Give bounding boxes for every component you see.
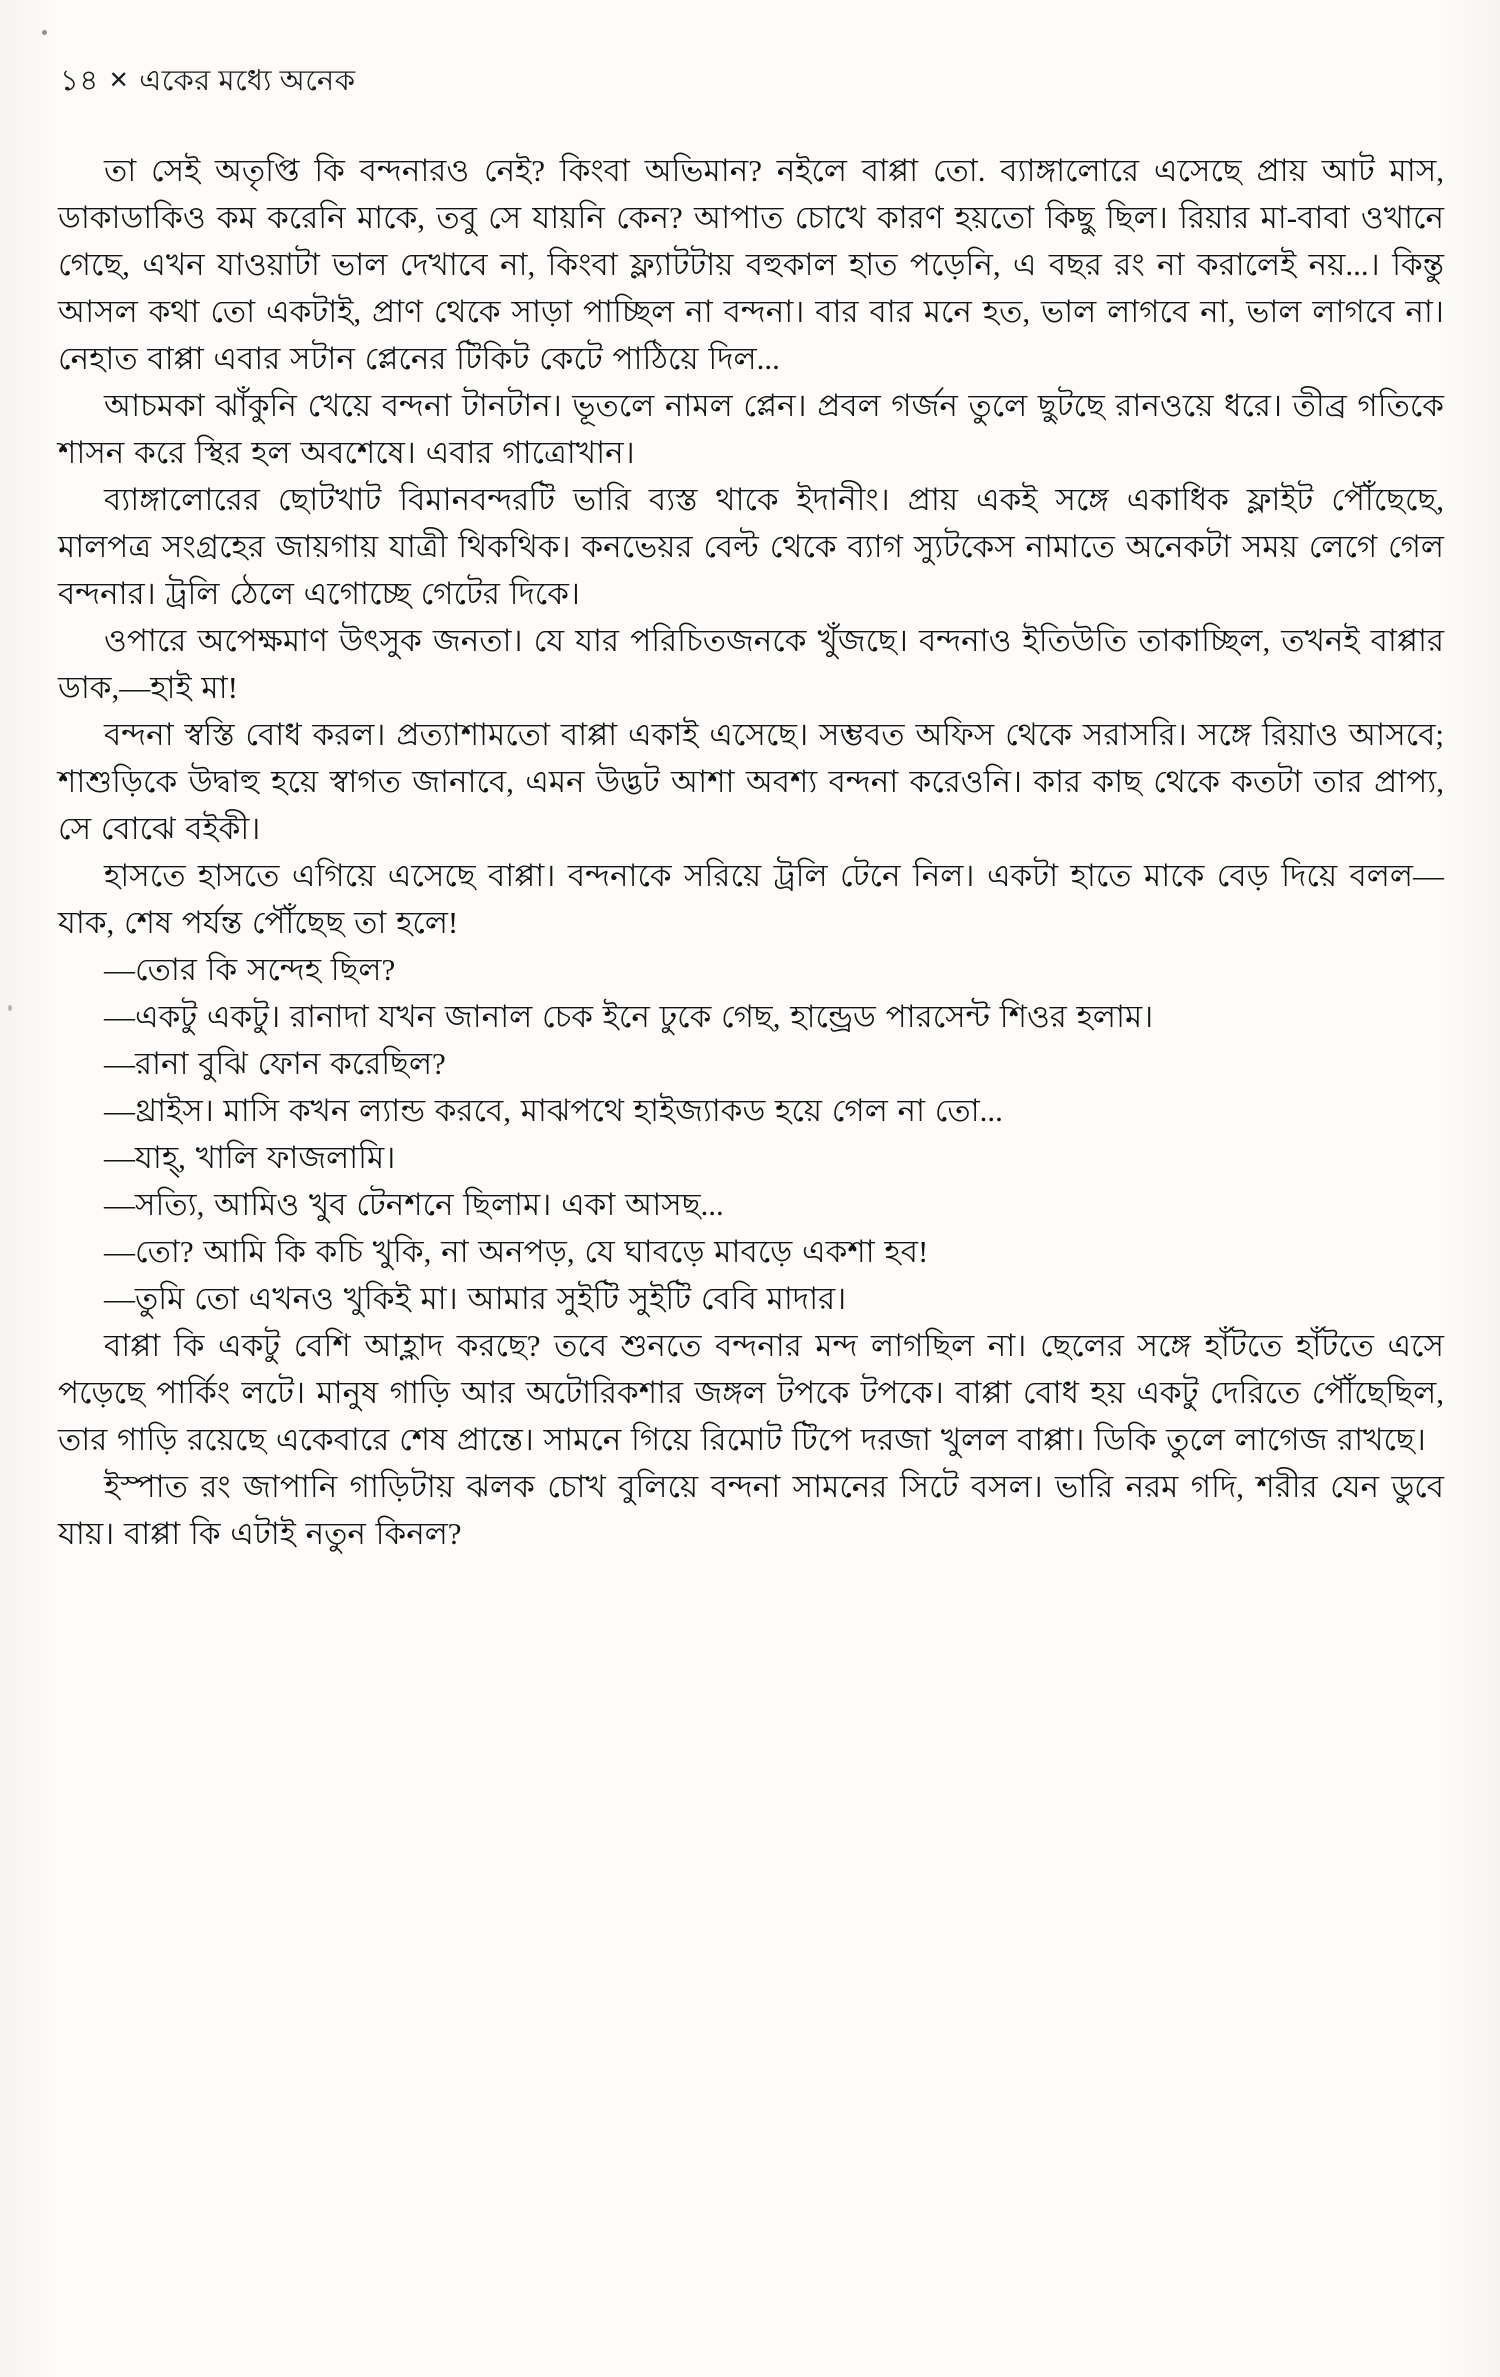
page-header [60,58,1444,107]
scan-artifact [42,30,47,35]
paragraph: —যাহ্, খালি ফাজলামি। [104,1140,396,1175]
page-number: ১৪ [60,65,99,97]
scan-artifact [8,1005,12,1011]
paragraph: —তো? আমি কি কচি খুকি, না অনপড়, যে ঘাবড়ে মাবড়ে একশা হব! [104,1234,929,1269]
paragraph: ইস্পাত রং জাপানি গাড়িটায় ঝলক চোখ বুলিয়ে বন্দনা সামনের সিটে বসল। ভারি নরম গদি, শরীর যেন ডুবে যায়। বাপ্পা কি এটাই নতুন কিনল? [58,1469,1444,1551]
paragraph: ব্যাঙ্গালোরের ছোটখাট বিমানবন্দরটি ভারি ব্যস্ত থাকে ইদানীং। প্রায় একই সঙ্গে একাধিক ফ্লাইট পৌঁছেছে, মালপত্র সংগ্রহের জায়গায় যাত্রী থিকথিক। কনভেয়র বেল্ট থেকে ব্যাগ স্যুটকেস নামাতে অনেকটা সময় লেগে গেল বন্দনার। ট্রলি ঠেলে এগোচ্ছে গেটের দিকে। [58,482,1444,611]
paragraph: ওপারে অপেক্ষমাণ উৎসুক জনতা। যে যার পরিচিতজনকে খুঁজছে। বন্দনাও ইতিউতি তাকাচ্ছিল, তখনই বাপ্পার ডাক,—হাই মা! [58,623,1444,705]
paragraph: —রানা বুঝি ফোন করেছিল? [104,1046,446,1081]
book-title: একের মধ্যে অনেক [139,65,356,97]
separator-mark: ✕ [108,68,130,94]
paragraph: —একটু একটু। রানাদা যখন জানাল চেক ইনে ঢুকে গেছ, হান্ড্রেড পারসেন্ট শিওর হলাম। [104,999,1154,1034]
paragraph: বাপ্পা কি একটু বেশি আহ্লাদ করছে? তবে শুনতে বন্দনার মন্দ লাগছিল না। ছেলের সঙ্গে হাঁটতে হাঁটতে এসে পড়েছে পার্কিং লটে। মানুষ গাড়ি আর অটোরিকশার জঙ্গল টপকে টপকে। বাপ্পা বোধ হয় একটু দেরিতে পৌঁছেছিল, তার গাড়ি রয়েছে একেবারে শেষ প্রান্তে। সামনে গিয়ে রিমোট টিপে দরজা খুলল বাপ্পা। ডিকি তুলে লাগেজ রাখছে। [58,1328,1444,1457]
paragraph: তা সেই অতৃপ্তি কি বন্দনারও নেই? কিংবা অভিমান? নইলে বাপ্পা তো. ব্যাঙ্গালোরে এসেছে প্রায় আট মাস, ডাকাডাকিও কম করেনি মাকে, তবু সে যায়নি কেন? আপাত চোখে কারণ হয়তো কিছু ছিল। রিয়ার মা-বাবা ওখানে গেছে, এখন যাওয়াটা ভাল দেখাবে না, কিংবা ফ্ল্যাটটায় বহুকাল হাত পড়েনি, এ বছর রং না করালেই নয়...। কিন্তু আসল কথা তো একটাই, প্রাণ থেকে সাড়া পাচ্ছিল না বন্দনা। বার বার মনে হত, ভাল লাগবে না, ভাল লাগবে না। নেহাত বাপ্পা এবার সটান প্লেনের টিকিট কেটে পাঠিয়ে দিল... [58,153,1444,376]
page-body [58,147,1444,1557]
paragraph: —তোর কি সন্দেহ ছিল? [104,952,396,987]
paragraph: —তুমি তো এখনও খুকিই মা। আমার সুইটি সুইটি বেবি মাদার। [104,1281,847,1316]
paragraph: বন্দনা স্বস্তি বোধ করল। প্রত্যাশামতো বাপ্পা একাই এসেছে। সম্ভবত অফিস থেকে সরাসরি। সঙ্গে রিয়াও আসবে; শাশুড়িকে উদ্বাহু হয়ে স্বাগত জানাবে, এমন উদ্ভট আশা অবশ্য বন্দনা করেওনি। কার কাছ থেকে কতটা তার প্রাপ্য, সে বোঝে বইকী। [58,717,1444,846]
paragraph: —সত্যি, আমিও খুব টেনশনে ছিলাম। একা আসছ... [104,1187,724,1222]
paragraph: আচমকা ঝাঁকুনি খেয়ে বন্দনা টানটান। ভূতলে নামল প্লেন। প্রবল গর্জন তুলে ছুটছে রানওয়ে ধরে। তীব্র গতিকে শাসন করে স্থির হল অবশেষে। এবার গাত্রোখান। [58,388,1444,470]
paragraph: হাসতে হাসতে এগিয়ে এসেছে বাপ্পা। বন্দনাকে সরিয়ে ট্রলি টেনে নিল। একটা হাতে মাকে বেড় দিয়ে বলল—যাক, শেষ পর্যন্ত পৌঁছেছ তা হলে! [58,858,1444,940]
paragraph: —থ্রাইস। মাসি কখন ল্যান্ড করবে, মাঝপথে হাইজ্যাকড হয়ে গেল না তো... [104,1093,1003,1128]
